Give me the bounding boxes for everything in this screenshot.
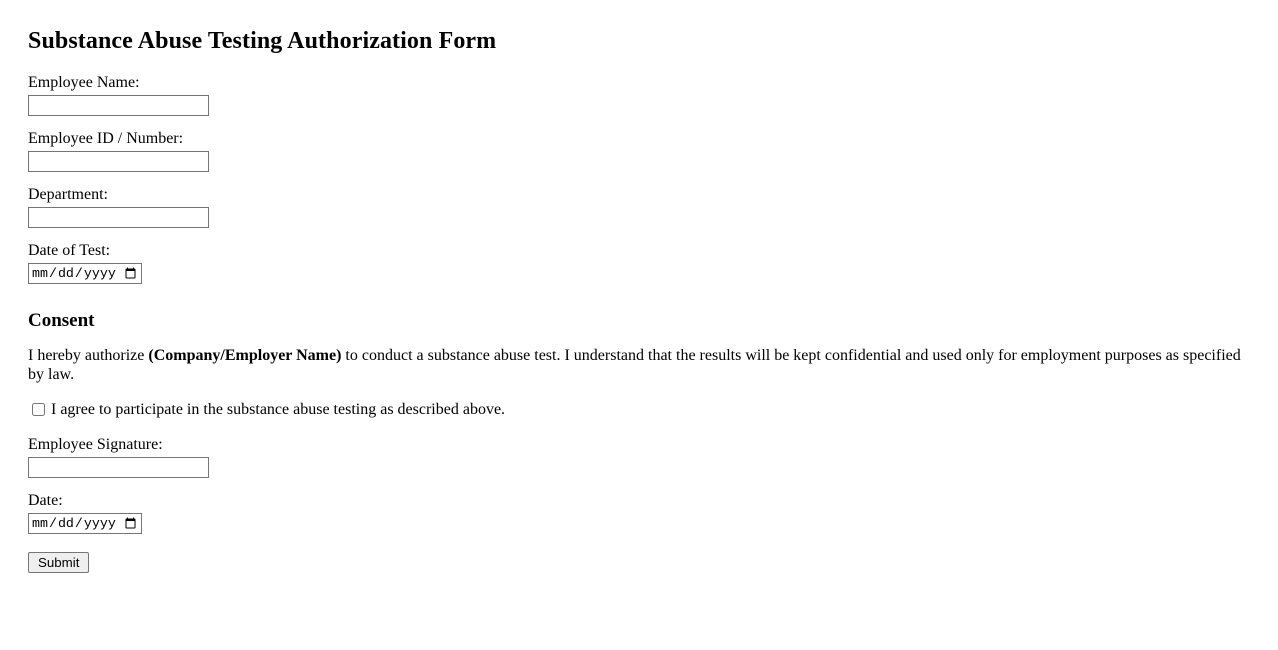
consent-text-before: I hereby authorize [28, 347, 149, 364]
consent-heading: Consent [28, 310, 95, 331]
consent-checkbox[interactable] [32, 403, 45, 416]
field-employee-signature [28, 435, 1250, 478]
consent-checkbox-label: I agree to participate in the substance abuse testing as described above. [51, 401, 506, 418]
date-of-test-label: Date of Test: [28, 242, 111, 259]
consent-paragraph [28, 346, 1243, 384]
employee-signature-label: Employee Signature: [28, 436, 163, 453]
employee-signature-input[interactable] [28, 457, 209, 478]
submit-button[interactable]: Submit [28, 552, 89, 573]
field-signature-date [28, 491, 1250, 534]
field-department [28, 185, 1250, 228]
field-employee-name [28, 73, 1250, 116]
signature-date-input[interactable] [28, 513, 142, 534]
employee-name-label: Employee Name: [28, 74, 140, 91]
department-input[interactable] [28, 207, 209, 228]
field-date-of-test [28, 241, 1250, 284]
employee-id-input[interactable] [28, 151, 209, 172]
department-label: Department: [28, 186, 108, 203]
signature-date-label: Date: [28, 492, 63, 509]
page-title: Substance Abuse Testing Authorization Form [28, 28, 497, 54]
consent-text-after: to conduct a substance abuse test. I understand that the results will be kept confidential and used only for employment purposes as specified by law. [28, 347, 1241, 383]
field-employee-id [28, 129, 1250, 172]
date-of-test-input[interactable] [28, 263, 142, 284]
consent-agreement-row[interactable] [28, 400, 1250, 419]
company-name-placeholder: (Company/Employer Name) [148, 347, 342, 364]
employee-id-label: Employee ID / Number: [28, 130, 184, 147]
employee-name-input[interactable] [28, 95, 209, 116]
